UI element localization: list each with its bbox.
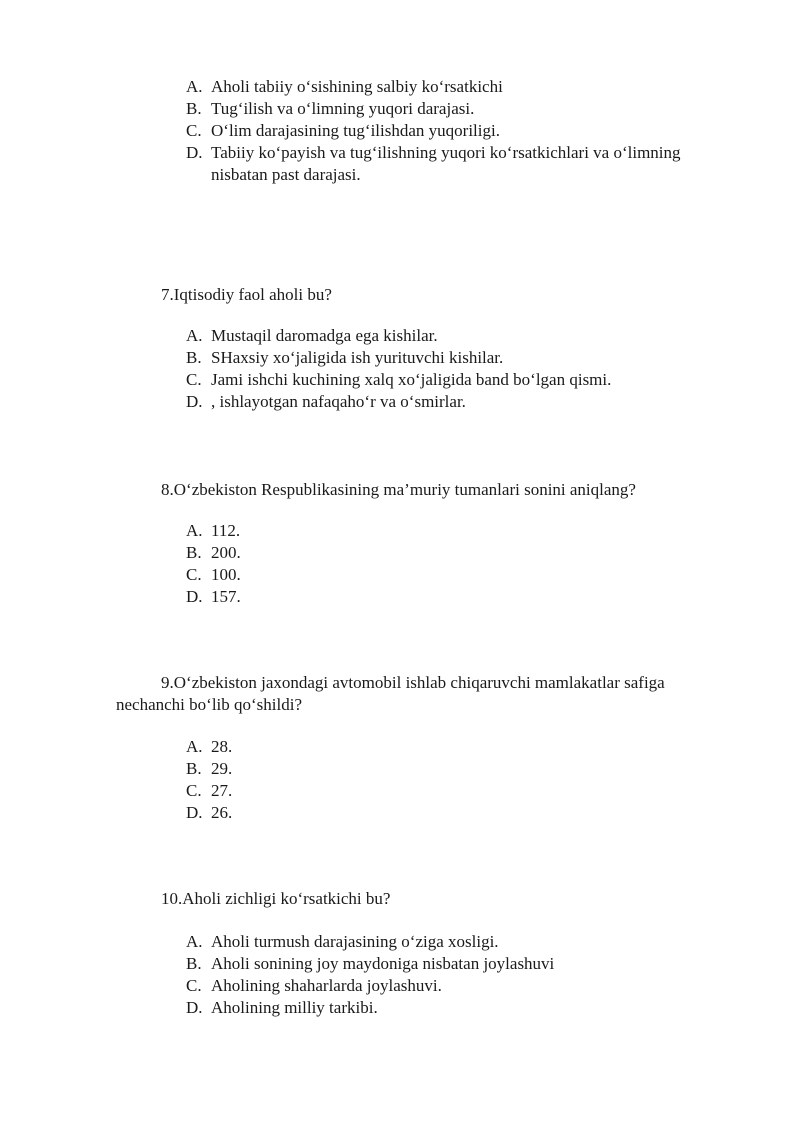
option-b: B. Aholi sonining joy maydoniga nisbatan joylashuvi bbox=[186, 954, 555, 973]
option-c: C. 100. bbox=[186, 565, 241, 584]
option-d: D. 157. bbox=[186, 587, 241, 606]
option-b: B. SHaxsiy xo‘jaligida ish yurituvchi kishilar. bbox=[186, 348, 504, 367]
question-text: 8.O‘zbekiston Respublikasining ma’muriy tumanlari sonini aniqlang? bbox=[161, 480, 636, 499]
option-d: D. Aholining milliy tarkibi. bbox=[186, 998, 378, 1017]
option-c: C. Jami ishchi kuchining xalq xo‘jaligida band bo‘lgan qismi. bbox=[186, 370, 612, 389]
option-a: A. Aholi turmush darajasining o‘ziga xosligi. bbox=[186, 932, 499, 951]
option-d-continuation: nisbatan past darajasi. bbox=[211, 165, 361, 184]
option-b: B. Tug‘ilish va o‘limning yuqori darajasi. bbox=[186, 99, 475, 118]
question-text-continuation: nechanchi bo‘lib qo‘shildi? bbox=[116, 695, 303, 714]
option-b: B. 200. bbox=[186, 543, 241, 562]
option-a: A. 28. bbox=[186, 737, 233, 756]
option-d: D. 26. bbox=[186, 803, 233, 822]
option-b: B. 29. bbox=[186, 759, 233, 778]
question-text: 9.O‘zbekiston jaxondagi avtomobil ishlab chiqaruvchi mamlakatlar safiga bbox=[161, 673, 665, 692]
option-c: C. O‘lim darajasining tug‘ilishdan yuqoriligi. bbox=[186, 121, 500, 140]
option-d: D. , ishlayotgan nafaqaho‘r va o‘smirlar. bbox=[186, 392, 466, 411]
option-a: A. 112. bbox=[186, 521, 241, 540]
question-text: 7.Iqtisodiy faol aholi bu? bbox=[161, 285, 332, 304]
option-a: A. Aholi tabiiy o‘sishining salbiy ko‘rsatkichi bbox=[186, 77, 503, 96]
option-d: D. Tabiiy ko‘payish va tug‘ilishning yuqori ko‘rsatkichlari va o‘limning nisbatan past darajasi. bbox=[186, 143, 681, 184]
question-text: 10.Aholi zichligi ko‘rsatkichi bu? bbox=[161, 889, 391, 908]
option-c: C. 27. bbox=[186, 781, 233, 800]
option-a: A. Mustaqil daromadga ega kishilar. bbox=[186, 326, 438, 345]
option-c: C. Aholining shaharlarda joylashuvi. bbox=[186, 976, 442, 995]
